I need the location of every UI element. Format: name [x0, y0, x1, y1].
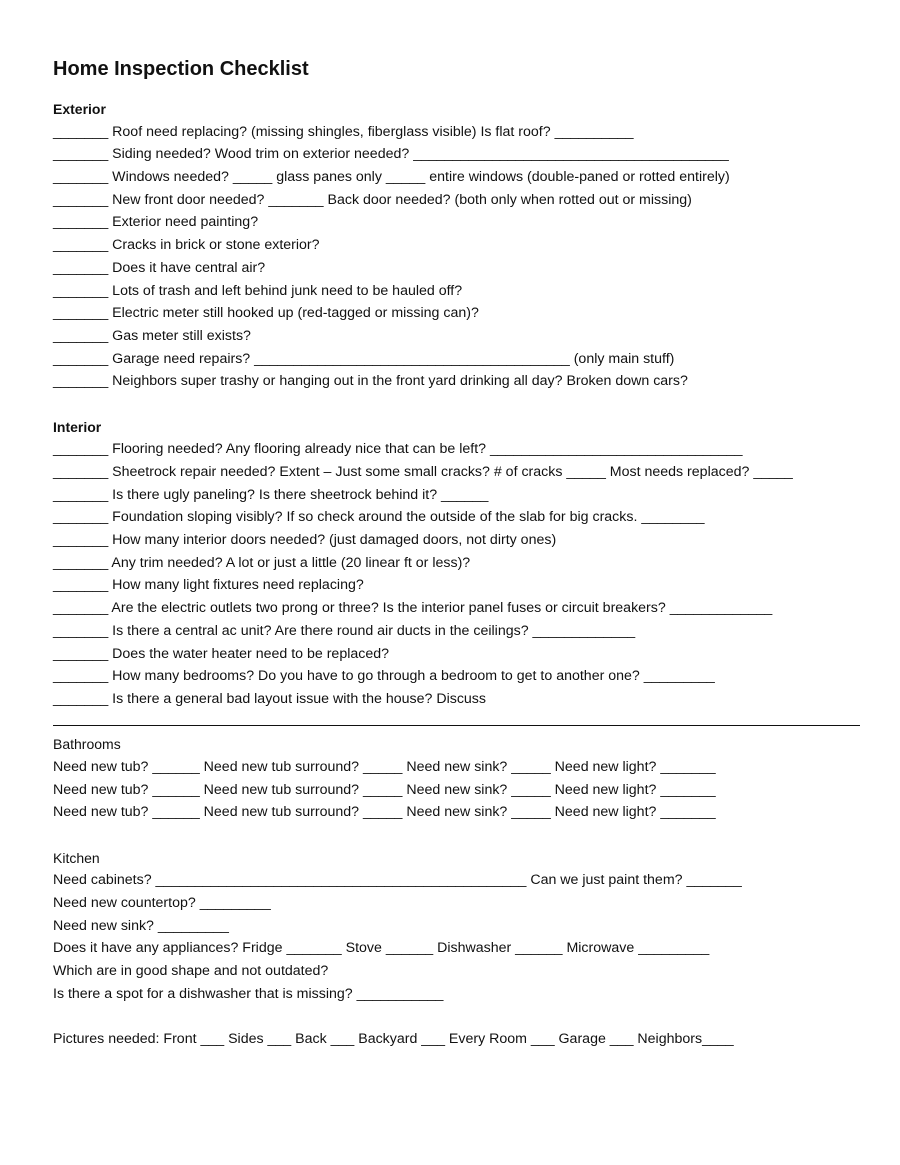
interior-item-layout: _______ Is there a general bad layout issue with the house? Discuss	[53, 690, 486, 707]
bathrooms-heading: Bathrooms	[53, 736, 121, 753]
pictures-needed-line: Pictures needed: Front ___ Sides ___ Back ___ Backyard ___ Every Room ___ Garage ___ Neighbors____	[53, 1031, 734, 1048]
exterior-item-electric-meter: _______ Electric meter still hooked up (red-tagged or missing can)?	[53, 305, 479, 322]
kitchen-item-sink: Need new sink? _________	[53, 917, 229, 934]
bathroom-row: Need new tub? ______ Need new tub surround? _____ Need new sink? _____ Need new light? _______	[53, 804, 716, 821]
kitchen-item-cabinets: Need cabinets? _______________________________________________ Can we just paint them? _______	[53, 872, 742, 889]
exterior-item-doors: _______ New front door needed? _______ Back door needed? (both only when rotted out or missing)	[53, 191, 692, 208]
interior-item-bedrooms: _______ How many bedrooms? Do you have to go through a bedroom to get to another one? _________	[53, 668, 715, 685]
interior-item-outlets: _______ Are the electric outlets two prong or three? Is the interior panel fuses or circuit breakers? _____________	[53, 600, 773, 617]
bathrooms-list	[53, 756, 860, 824]
exterior-item-trash: _______ Lots of trash and left behind junk need to be hauled off?	[53, 282, 463, 299]
interior-item-water-heater: _______ Does the water heater need to be replaced?	[53, 645, 390, 662]
interior-heading: Interior	[53, 418, 102, 435]
interior-item-light-fixtures: _______ How many light fixtures need replacing?	[53, 577, 364, 594]
bathroom-row: Need new tub? ______ Need new tub surround? _____ Need new sink? _____ Need new light? _______	[53, 781, 716, 798]
bathroom-row: Need new tub? ______ Need new tub surround? _____ Need new sink? _____ Need new light? _______	[53, 758, 716, 775]
exterior-list	[53, 121, 860, 393]
interior-item-ac-unit: _______ Is there a central ac unit? Are there round air ducts in the ceilings? _____________	[53, 622, 636, 639]
interior-item-foundation: _______ Foundation sloping visibly? If so check around the outside of the slab for big cracks. ________	[53, 509, 705, 526]
interior-item-paneling: _______ Is there ugly paneling? Is there sheetrock behind it? ______	[53, 486, 489, 503]
discussion-rule	[53, 711, 860, 734]
kitchen-list	[53, 869, 860, 1005]
kitchen-item-appliances: Does it have any appliances? Fridge _______ Stove ______ Dishwasher ______ Microwave _________	[53, 940, 710, 957]
exterior-item-central-air: _______ Does it have central air?	[53, 259, 266, 276]
kitchen-item-countertop: Need new countertop? _________	[53, 895, 271, 912]
kitchen-item-dishwasher-spot: Is there a spot for a dishwasher that is missing? ___________	[53, 985, 444, 1002]
exterior-item-roof: _______ Roof need replacing? (missing shingles, fiberglass visible) Is flat roof? __________	[53, 123, 634, 140]
kitchen-item-condition: Which are in good shape and not outdated?	[53, 963, 329, 980]
interior-item-doors: _______ How many interior doors needed? (just damaged doors, not dirty ones)	[53, 532, 557, 549]
exterior-item-neighbors: _______ Neighbors super trashy or hanging out in the front yard drinking all day? Broken down cars?	[53, 373, 688, 390]
exterior-heading: Exterior	[53, 101, 106, 117]
exterior-item-siding: _______ Siding needed? Wood trim on exterior needed? ________________________________________	[53, 146, 729, 163]
exterior-item-cracks: _______ Cracks in brick or stone exterior?	[53, 237, 320, 254]
exterior-item-gas-meter: _______ Gas meter still exists?	[53, 327, 251, 344]
exterior-item-garage: _______ Garage need repairs? ________________________________________ (only main stuff)	[53, 350, 675, 367]
document-title: Home Inspection Checklist	[53, 58, 309, 80]
exterior-item-painting: _______ Exterior need painting?	[53, 214, 259, 231]
exterior-item-windows: _______ Windows needed? _____ glass panes only _____ entire windows (double-paned or rotted entirely)	[53, 169, 730, 186]
interior-item-sheetrock: _______ Sheetrock repair needed? Extent – Just some small cracks? # of cracks _____ Most needs replaced? _____	[53, 464, 793, 480]
interior-item-flooring: _______ Flooring needed? Any flooring already nice that can be left? ________________________________	[53, 441, 743, 458]
interior-item-trim: _______ Any trim needed? A lot or just a little (20 linear ft or less)?	[53, 554, 471, 571]
kitchen-heading: Kitchen	[53, 849, 100, 866]
interior-list	[53, 438, 860, 710]
